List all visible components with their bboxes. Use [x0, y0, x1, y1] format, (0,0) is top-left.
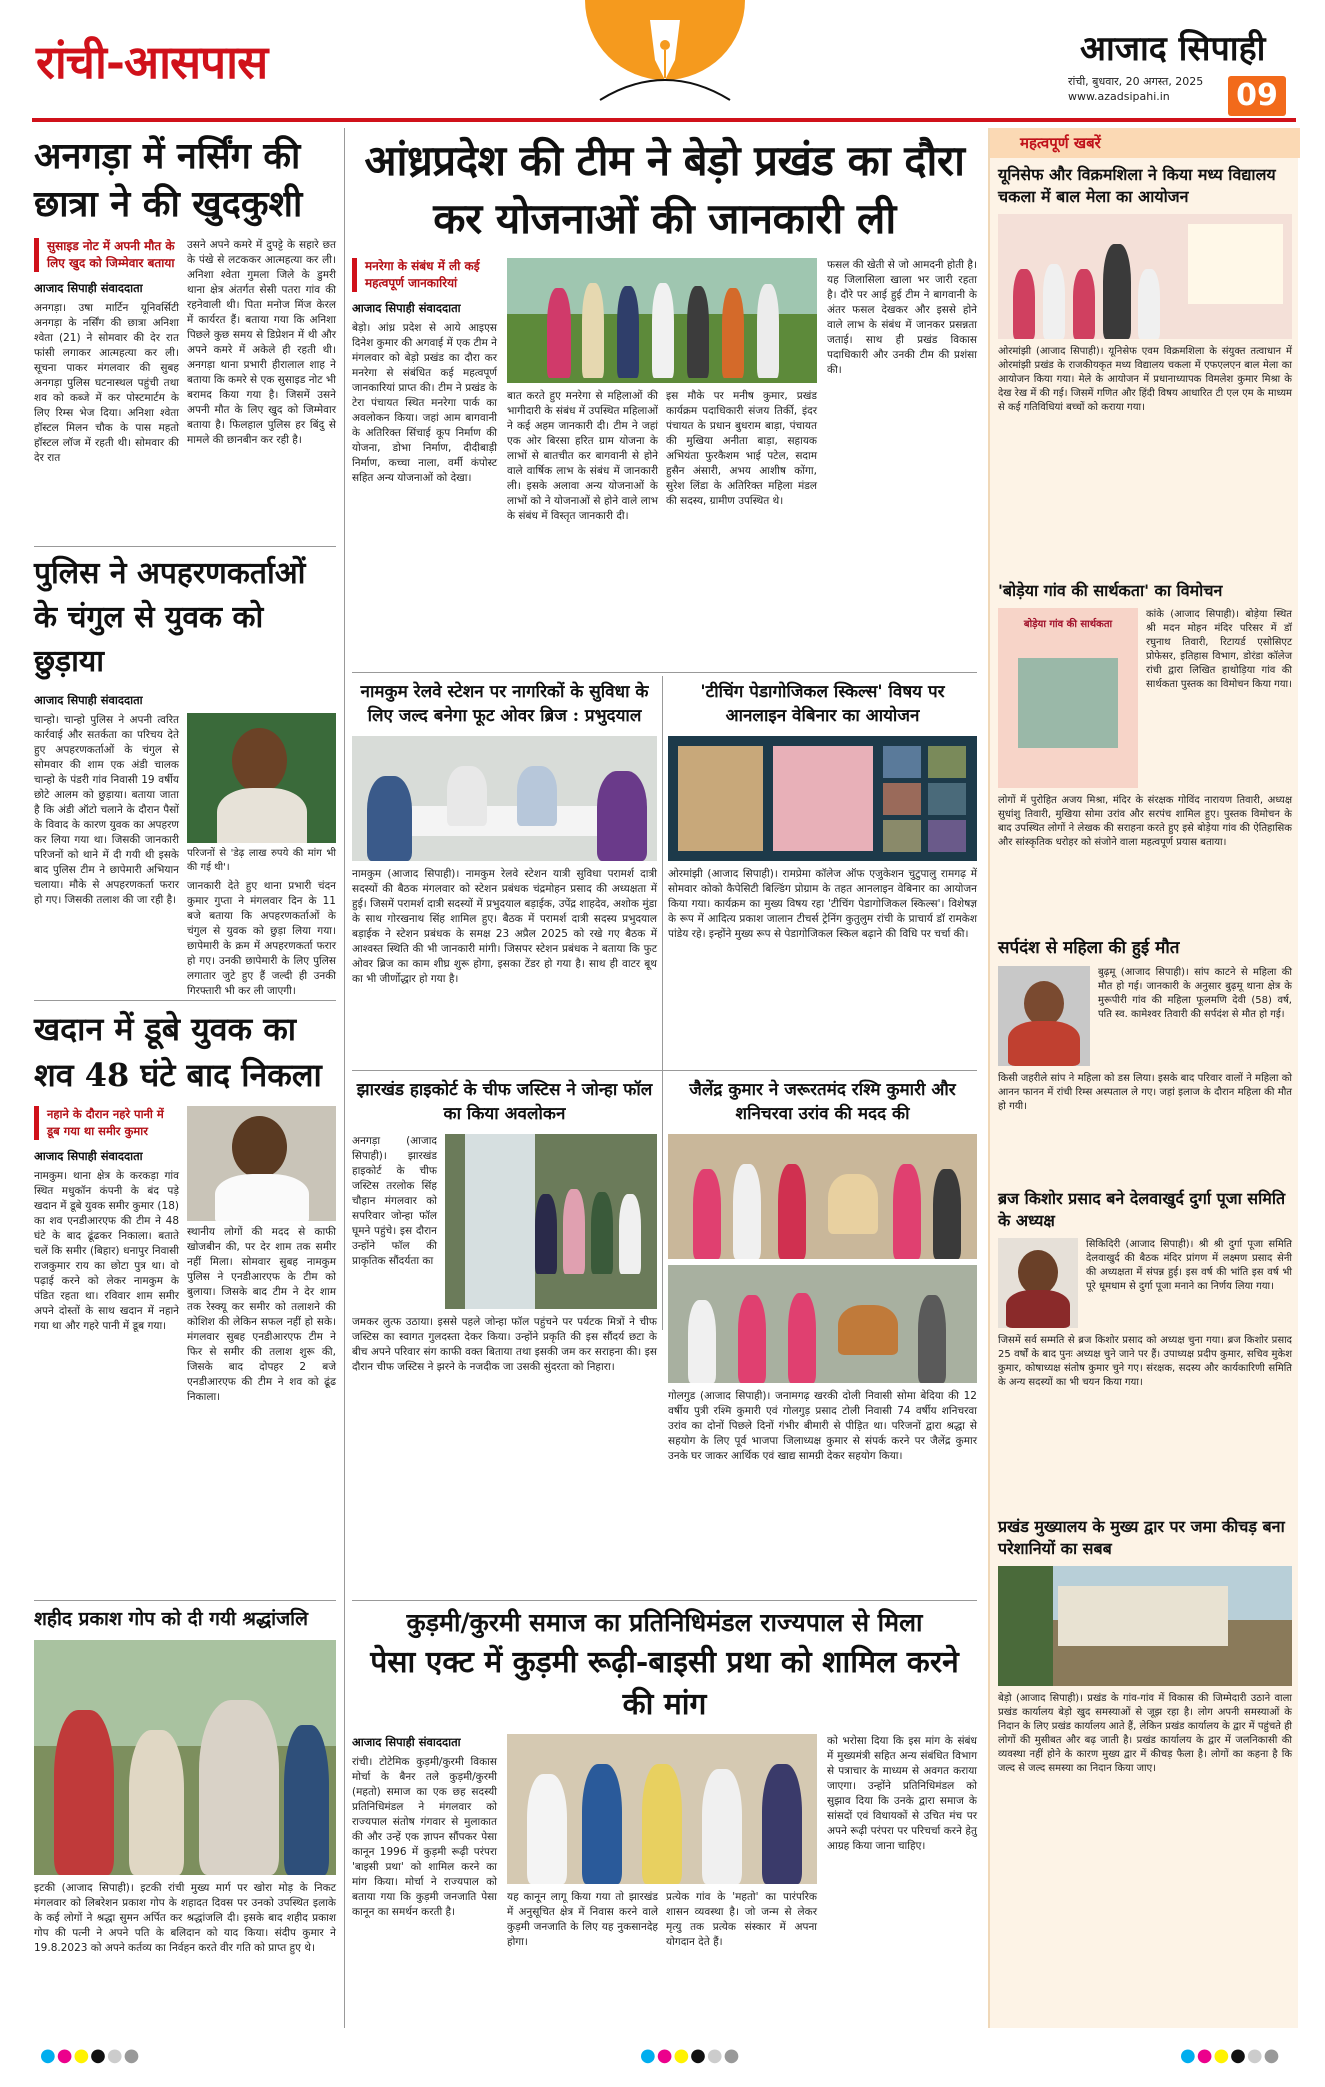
masthead-divider	[32, 118, 1296, 122]
body-text: लोगों में पुरोहित अजय मिश्रा, मंदिर के संरक्षक गोविंद नारायण तिवारी, अध्यक्ष सुधांशु तिवारी, मुखिया सोमा उरांव और सरपंच शामिल हुए। पुस्तक विमोचन के बाद उपस्थित लोगों ने लेखक की सराहना करते हुए इसे बोड़ेया गांव की ऐतिहासिक और सांस्कृतिक धरोहर को संजोने वाला महत्वपूर्ण प्रयास बताया।	[998, 795, 1292, 848]
photo-governor-meeting	[507, 1734, 817, 1884]
body-text: बेड़ो। आंध्र प्रदेश से आये आइएस दिनेश कुमार की अगवाई में एक टीम ने मंगलवार को बेड़ो प्रखंड का दौरा कर मनरेगा से संबंधित कई महत्वपूर्ण जानकारियां प्राप्त की। टीम ने प्रखंड के टेरा पंचायत स्थित मनरेगा पार्क का अवलोकन किया। जहां आम बागवानी के अतिरिक्त सिंचाई कूप निर्माण की योजना, डोभा निर्माण, दीदीबाड़ी निर्माण, कच्चा नाला, वर्मी कंपोस्ट सहित अन्य योजनाओं को देखा।	[352, 322, 497, 484]
body-text: प्रत्येक गांव के 'महतो' का पारंपरिक शासन व्यवस्था है। जो जन्म से लेकर मृत्यु तक प्रत्येक संस्कार में अपना योगदान देते हैं।	[666, 1891, 817, 1948]
photo-help-rashmi	[668, 1134, 977, 1259]
body-text: इटकी (आजाद सिपाही)। इटकी रांची मुख्य मार्ग पर खोरा मोड़ के निकट मंगलवार को लिबरेशन प्रकाश गोप के शहादत दिवस पर उनको उपस्थित इलाके के कई लोगों ने श्रद्धा सुमन अर्पित कर श्रद्धांजलि दी। इसके बाद शहीद प्रकाश गोप की पत्नी ने अपने पति के बलिदान को याद किया। संदीप कुमार ने 19.8.2023 को अपने कर्तव्य का निर्वहन करते वीर गति को प्राप्त हुए थे।	[34, 1882, 336, 1954]
headline: 'टीचिंग पेडागोजिकल स्किल्स' विषय पर आनलाइन वेबिनार का आयोजन	[700, 682, 945, 726]
body-text: इस मौके पर मनीष कुमार, प्रखंड कार्यक्रम पदाधिकारी संजय तिर्की, इंदर पंचायत के प्रधान बुधराम बाड़ा, पंचायत की मुखिया अनीता बाड़ा, सहायक अभियंता फुरकैशम भाई पटेल, सदाम हुसैन अंसारी, अभय आशीष कोंगा, सुरेश लिंडा के अतिरिक्त महिला मंडल की सदस्य, ग्रामीण उपस्थित थे।	[666, 390, 817, 507]
photo-block-office-gate	[998, 1566, 1292, 1686]
article-webinar	[668, 680, 977, 942]
article-kidnap-rescue	[34, 552, 336, 999]
article-mine-drowning	[34, 1006, 336, 1405]
article-foot-overbridge	[352, 680, 657, 987]
book-title: बोड़ेया गांव की सार्थकता	[1023, 619, 1113, 630]
article-martyr-tribute	[34, 1606, 336, 1956]
article-andhra-team-lead	[352, 132, 977, 524]
photo-rescued-youth	[187, 713, 336, 843]
headline: पेसा एक्ट में कुड़मी रूढ़ी-बाइसी प्रथा को शामिल करने की मांग	[370, 1645, 959, 1722]
photo-railway-meeting	[352, 736, 657, 861]
body-text: यह कानून लागू किया गया तो झारखंड में अनुसूचित क्षेत्र में निवास करने वाले कुड़मी जनजाति के लिए यह नुकसानदेह होगा।	[507, 1891, 658, 1948]
panel-banner	[990, 128, 1300, 158]
kicker: मनरेगा के संबंध में ली कई महत्वपूर्ण जानकारियां	[352, 258, 497, 292]
headline: ब्रज किशोर प्रसाद बने देलवाखुर्द दुर्गा पूजा समिति के अध्यक्ष	[998, 1189, 1286, 1230]
website-link[interactable]: www.azadsipahi.in	[1068, 90, 1170, 103]
registration-marks: ●●●●●●	[1180, 2045, 1281, 2066]
article-bal-mela	[998, 164, 1292, 415]
divider	[352, 1600, 977, 1601]
article-nursing-student	[34, 132, 336, 466]
photo-webinar-screen	[668, 736, 977, 861]
divider	[352, 1070, 977, 1071]
article-kudmi-delegation	[352, 1606, 977, 1950]
photo-bal-mela	[998, 214, 1292, 339]
divider	[34, 1000, 336, 1001]
headline: कुड़मी/कुरमी समाज का प्रतिनिधिमंडल राज्यपाल से मिला	[406, 1608, 923, 1637]
byline: आजाद सिपाही संवाददाता	[352, 301, 461, 315]
byline: आजाद सिपाही संवाददाता	[34, 693, 143, 707]
article-book-launch	[998, 580, 1292, 850]
byline: आजाद सिपाही संवाददाता	[352, 1735, 461, 1749]
photo-caption: परिजनों से 'डेढ़ लाख रुपये की मांग भी की गई थी'।	[187, 848, 336, 873]
body-text: ओरमांझी (आजाद सिपाही)। रामप्रेमा कॉलेज ऑफ एजुकेशन चुटुपालु रामगढ़ में सोमवार कोको कैपेसिटी बिल्डिंग प्रोग्राम के तहत आनलाइन वेबिनार का आयोजन किया गया। कार्यक्रम का मुख्य विषय रहा 'टीचिंग पेडागोजिकल स्किल्स'। विशेषज्ञ के रूप में आदित्य प्रकाश जालान टीचर्स ट्रेनिंग कुतुलुम रांची के प्राचार्य डॉ रामकेश पांडेय रहे। इन्होंने मुख्य रूप से पेडागोजिकल स्किल बढ़ाने की विधि पर चर्चा की।	[668, 868, 977, 940]
body-text: नामकुम (आजाद सिपाही)। नामकुम रेलवे स्टेशन यात्री सुविधा परामर्श दात्री सदस्यों की बैठक मंगलवार को स्टेशन प्रबंधक चंद्रमोहन प्रसाद की अध्यक्षता में हुई। जिसमें परामर्श दात्री सदस्यों में प्रभुदयाल बड़ाईक, उपेंद्र शाहदेव, अशोक मुंडा के साथ गोरखनाथ सिंह शामिल हुए। बैठक में परामर्श दात्री सदस्य प्रभुदयाल बड़ाईक ने स्टेशन प्रबंधक के समक्ष 23 अप्रैल 2025 को रखे गए बैठक में आश्वस्त स्थिति की भी जानकारी मांगी। जिसपर स्टेशन प्रबंधक ने बताया कि फुट ओवर ब्रिज का काम शीघ्र शुरू होगा, इसका टेंडर हो गया है। साथ ही वाटर बूथ का भी जीर्णोद्धार हो गया है।	[352, 868, 657, 985]
body-text: रांची। टोटेमिक कुड़मी/कुरमी विकास मोर्चा के बैनर तले कुड़मी/कुरमी (महतो) समाज का एक छह सदस्यी प्रतिनिधिमंडल ने मंगलवार को राज्यपाल संतोष गंगवार से मुलाकात की और उन्हें एक ज्ञापन सौंपकर पेसा कानून 1996 में कुड़मी रूढ़ी परंपरा 'बाइसी प्रथा' को शामिल करने का मांग किया। मोर्चा ने राज्यपाल को बताया गया कि कुड़मी जनजाति पेसा कानून का समर्थन करती है।	[352, 1756, 497, 1918]
body-text: चान्हो। चान्हो पुलिस ने अपनी त्वरित कार्रवाई और सतर्कता का परिचय देते हुए अपहरणकर्ताओं के चंगुल से सोमवार की शाम एक अंडी चालक चान्हो के पंडरी गांव निवासी 19 वर्षीय छोटे आलम को छुड़ाया। बताया जाता है कि अंडी ऑटो चलाने के दौरान पैसों के विवाद के कारण युवक का अपहरण कर लिया गया था। जिसकी जानकारी परिजनों को थाने में दी गयी थी इसके बाद पुलिस टीम ने छापेमारी अभियान चलाया। मौके से अपहरणकर्ता फरार हो गए। जिसकी तलाश की जा रही है।	[34, 714, 179, 906]
headline: सर्पदंश से महिला की हुई मौत	[998, 938, 1180, 958]
headline: अनगड़ा में नर्सिंग की छात्रा ने की खुदकुशी	[34, 135, 303, 225]
byline: आजाद सिपाही संवाददाता	[34, 1149, 143, 1163]
body-text: अनगड़ा। उषा मार्टिन यूनिवर्सिटी अनगड़ा के नर्सिंग की छात्रा अनिशा श्वेता (21) ने सोमवार की देर रात फांसी लगाकर आत्महत्या कर ली। सूचना पाकर मंगलवार की सुबह अनगड़ा पुलिस घटनास्थल पहुंची तथा शव को कब्जे में कर पोस्टमार्टम के लिए रिम्स भेज दिया। अनिशा श्वेता हॉस्टल मिलन चौक के पास महतो हॉस्टल लॉज में रहती थी। सोमवार की देर रात	[34, 302, 179, 464]
masthead	[0, 0, 1325, 120]
article-snakebite	[998, 936, 1292, 1114]
headline: प्रखंड मुख्यालय के मुख्य द्वार पर जमा कीचड़ बना परेशानियों का सबब	[998, 1517, 1285, 1558]
page-number: 09	[1228, 76, 1286, 116]
headline: 'बोड़ेया गांव की सार्थकता' का विमोचन	[998, 581, 1223, 600]
pen-nib-emblem-icon	[580, 0, 750, 105]
headline: नामकुम रेलवे स्टेशन पर नागरिकों के सुविधा के लिए जल्द बनेगा फूट ओवर ब्रिज : प्रभुदयाल	[360, 682, 649, 726]
photo-drowned-youth	[187, 1106, 336, 1221]
divider	[352, 672, 977, 673]
divider	[34, 546, 336, 547]
body-text: बात करते हुए मनरेगा से महिलाओं की भागीदारी के संबंध में उपस्थित महिलाओं ने कई अहम जानकारी दी। टीम ने जहां एक ओर बिरसा हरित ग्राम योजना के लाभों से बातचीत कर बागवानी से होने वाले वार्षिक लाभ के संबंध में जानकारी ली। इसके अलावा अन्य योजनाओं के लाभों को ने योजनाओं से होने वाले लाभ के संबंध में विस्तृत जानकारी दी।	[507, 390, 658, 522]
body-text: कांके (आजाद सिपाही)। बोड़ेया स्थित श्री मदन मोहन मंदिर परिसर में डॉ रघुनाथ तिवारी, रिटायर्ड एसोसिएट प्रोफेसर, इतिहास विभाग, डोरंडा कॉलेज रांची द्वारा लिखित हाथोड़िया गांव की सार्थकता पुस्तक का विमोचन किया गया।	[1146, 609, 1292, 690]
headline: यूनिसेफ और विक्रमशिला ने किया मध्य विद्यालय चकला में बाल मेला का आयोजन	[998, 165, 1276, 206]
article-block-office-mud	[998, 1516, 1292, 1776]
body-text: जमकर लुत्फ उठाया। इससे पहले जोन्हा फॉल पहुंचने पर पर्यटक मित्रों ने चीफ जस्टिस का स्वागत गुलदस्ता देकर किया। उन्होंने प्रकृति की इस सौंदर्य छटा के बीच अपने परिवार संग काफी वक्त बिताया तथा इसकी जम कर सराहना की। इस दौरान चीफ जस्टिस ने झरने के नजदीक जा उसकी सुंदरता को निहारा।	[352, 1316, 657, 1373]
article-chief-justice-jonha	[352, 1078, 657, 1375]
column-divider	[662, 676, 663, 1330]
body-text: उसने अपने कमरे में दुपट्टे के सहारे छत के पंखे से लटककर आत्महत्या कर ली। अनिशा श्वेता गुमला जिले के डुमरी थाना क्षेत्र अंतर्गत सेसी पतरा गांव की रहनेवाली थी। पिता मनोज मिंज केरल में कार्यरत हैं। बताया गया कि अनिशा पिछले कुछ समय से डिप्रेशन में थी और अपने कमरे में अकेले ही रहती थी। अनगड़ा थाना प्रभारी हीरालाल शाह ने बताया कि कमरे से एक सुसाइड नोट भी बरामद किया गया है। जिसमें उसने अपनी मौत के लिए खुद को जिम्मेवार बताया है। फिलहाल पुलिस हर बिंदु से मामले की छानबीन कर रही है।	[187, 239, 336, 446]
body-text: किसी जहरीले सांप ने महिला को डस लिया। इसके बाद परिवार वालों ने महिला को आनन फानन में रांची रिम्स अस्पताल ले गए। जहां इलाज के दौरान महिला की मौत हो गयी।	[998, 1073, 1292, 1112]
byline: आजाद सिपाही संवाददाता	[34, 281, 143, 295]
important-news-panel	[988, 128, 1298, 2028]
body-text: अनगड़ा (आजाद सिपाही)। झारखंड हाइकोर्ट के चीफ जस्टिस तरलोक सिंह चौहान मंगलवार को सपरिवार जोन्हा फॉल घूमने पहुंचे। इस दौरान उन्होंने फॉल की प्राकृतिक सौंदर्यता का	[352, 1135, 437, 1267]
headline: शहीद प्रकाश गोप को दी गयी श्रद्धांजलि	[34, 1608, 308, 1630]
body-text: फसल की खेती से जो आमदनी होती है। यह जिलासिला खाला भर जारी रहता है। दौरे पर आई हुई टीम ने बागवानी के अंतर फसल देखकर और इससे होने वाले लाभ के संबंध में जानकर प्रसन्नता जताई। साथ ही प्रखंड विकास पदाधिकारी और उनकी टीम की प्रशंसा की।	[827, 259, 977, 376]
headline: जैलेंद्र कुमार ने जरूरतमंद रश्मि कुमारी और शनिचरवा उरांव की मदद की	[689, 1080, 956, 1124]
photo-jonha-falls	[445, 1134, 657, 1309]
headline: खदान में डूबे युवक का शव 48 घंटे बाद निकला	[34, 1010, 322, 1094]
registration-marks: ●●●●●●	[640, 2045, 741, 2066]
issue-date: रांची, बुधवार, 20 अगस्त, 2025	[1068, 75, 1204, 88]
body-text: बुढ़मू (आजाद सिपाही)। सांप काटने से महिला की मौत हो गई। जानकारी के अनुसार बुढ़मू थाना क्षेत्र के मुरूपीरी गांव की महिला फूलमणि देवी (58) वर्ष, पति स्व. कामेश्वर तिवारी की सर्पदंश से मौत हो गई।	[1098, 967, 1292, 1020]
photo-andhra-team-field	[507, 258, 817, 383]
body-text: जिसमें सर्व सम्मति से ब्रज किशोर प्रसाद को अध्यक्ष चुना गया। ब्रज किशोर प्रसाद 25 वर्षों के बाद पुनः अध्यक्ष चुने जाने पर हैं। उपाध्यक्ष प्रदीप कुमार, सचिव मुकेश कुमार, कोषाध्यक्ष संतोष कुमार चुने गए। संरक्षक, सदस्य और कार्यकारिणी समिति के अन्य सदस्यों का भी चयन किया गया।	[998, 1335, 1292, 1388]
divider	[34, 1600, 336, 1601]
headline: झारखंड हाइकोर्ट के चीफ जस्टिस ने जोन्हा फॉल का किया अवलोकन	[356, 1080, 653, 1124]
lead-headline: आंध्रप्रदेश की टीम ने बेड़ो प्रखंड का दौरा कर योजनाओं की जानकारी ली	[364, 136, 965, 243]
photo-book-cover	[998, 608, 1138, 788]
panel-banner-label: महत्वपूर्ण खबरें	[1020, 134, 1101, 152]
body-text: सिकिदिरी (आजाद सिपाही)। श्री श्री दुर्गा पूजा समिति देलवाखुर्द की बैठक मंदिर प्रांगण में लक्ष्मण प्रसाद सेनी की अध्यक्षता में संपन्न हुई। इस वर्ष की भांति इस वर्ष भी पूरे धूमधाम से दुर्गा पूजा मनाने का निर्णय लिया गया।	[1086, 1239, 1292, 1292]
body-text: को भरोसा दिया कि इस मांग के संबंध में मुख्यमंत्री सहित अन्य संबंधित विभाग से पत्राचार के माध्यम से अवगत कराया जाएगा। उन्होंने प्रतिनिधिमंडल को सुझाव दिया कि उनके द्वारा समाज के सांसदों एवं विधायकों से उचित मंच पर अपने रूढ़ी परंपरा पर परिचर्चा करने हेतु आग्रह किया जाना चाहिए।	[827, 1735, 977, 1852]
body-text: गोलगुड (आजाद सिपाही)। जनामगढ़ खरकी दोली निवासी सोमा बेदिया की 12 वर्षीय पुत्री रश्मि कुमारी एवं गोलगुड़ प्रसाद टोली निवासी 74 वर्षीय शनिचरवा उरांव का दोनों पिछले दिनों गंभीर बीमारी से पीड़ित था। परिजनों द्वारा श्रद्धा से सहयोग के लिए पूर्व भाजपा जिलाध्यक्ष कुमार से संपर्क करने पर जैलेंद्र कुमार उनके घर जाकर आर्थिक एवं खाद्य सामग्री देकर सहयोग किया।	[668, 1390, 977, 1462]
photo-tribute-ceremony	[34, 1640, 336, 1875]
registration-marks: ●●●●●●	[40, 2045, 141, 2066]
newspaper-brand: आजाद सिपाही	[1080, 29, 1266, 69]
photo-help-shanicharwa	[668, 1265, 977, 1383]
photo-braj-kishore	[998, 1238, 1078, 1328]
headline: पुलिस ने अपहरणकर्ताओं के चंगुल से युवक को छुड़ाया	[34, 556, 306, 679]
column-divider	[344, 128, 345, 2028]
photo-deceased-woman	[998, 966, 1090, 1066]
kicker: सुसाइड नोट में अपनी मौत के लिए खुद को जिम्मेवार बताया	[34, 238, 179, 272]
body-text: ओरमांझी (आजाद सिपाही)। यूनिसेफ एवम विक्रमशिला के संयुक्त तत्वाधान में ओरमांझी प्रखंड के राजकीयकृत मध्य विद्यालय चकला में एफएलएन बाल मेला का आयोजन किया गया। मेले के आयोजन में प्रधानाध्यापक विमलेश कुमार मिश्रा के देख रेख में की गई। जिसमें गणित और हिंदी विषय आधारित टी एल एम के माध्यम से कई गतिविधियां बच्चों को कराया गया।	[998, 346, 1292, 413]
body-text: स्थानीय लोगों की मदद से काफी खोजबीन की, पर देर शाम तक समीर नहीं मिला। सोमवार सुबह नामकुम पुलिस ने एनडीआरएफ के टीम को बुलाया। जिसके बाद टीम ने देर शाम तक रेस्क्यू कर समीर को तलाशने की कोशिश की लेकिन सफल नहीं हो सके। मंगलवार सुबह एनडीआरएफ टीम ने फिर से समीर की तलाश शुरू की, जिसके बाद दोपहर 2 बजे एनडीआरएफ की टीम ने शव को ढूंढ निकाला।	[187, 1226, 336, 1403]
body-text: बेड़ो (आजाद सिपाही)। प्रखंड के गांव-गांव में विकास की जिम्मेदारी उठाने वाला प्रखंड कार्यालय बेड़ो खुद समस्याओं से जूझ रहा है। लोग अपनी समस्याओं के निदान के लिए प्रखंड कार्यालय आते हैं, लेकिन प्रखंड कार्यालय के द्वार में पहुंचते ही लोगों की मुसीबत और बढ़ जाती है। प्रखंड कार्यालय के द्वार में जलनिकासी की व्यवस्था नहीं होने के कारण मुख्य द्वार में कीचड़ फैला है। लोगों का कहना है कि जल्द से जल्द समस्या का निदान किया जाए।	[998, 1693, 1292, 1774]
article-jailendra-help	[668, 1078, 977, 1464]
article-durga-puja-committee	[998, 1188, 1292, 1390]
kicker: नहाने के दौरान नहरे पानी में डूब गया था समीर कुमार	[34, 1106, 179, 1140]
section-title: रांची-आसपास	[36, 35, 268, 89]
body-text: नामकुम। थाना क्षेत्र के करकड़ा गांव स्थित मधुकॉन कंपनी के बंद पड़े खदान में डूबे युवक समीर कुमार (18) का शव एनडीआरएफ की टीम ने 48 घंटे के बाद ढूंढकर निकाला। बताते चलें कि समीर (बिहार) धनापुर निवासी राजकुमार राय का छोटा पुत्र था। वो पढ़ाई करने को लेकर नामकुम के पंडित रहता था। रविवार शाम समीर अपने दोस्तों के साथ खदान में नहाने गया था और गहरे पानी में डूब गया।	[34, 1170, 179, 1332]
body-text: जानकारी देते हुए थाना प्रभारी चंदन कुमार गुप्ता ने मंगलवार दिन के 11 बजे बताया कि अपहरणकर्ताओं के चंगुल से युवक को छुड़ा लिया गया। छापेमारी के क्रम में अपहरणकर्ता फरार हो गए। उनकी छापेमारी के लिए पुलिस लगातार जुटे हुए हैं जल्दी ही उनकी गिरफ्तारी भी कर ली जाएगी।	[187, 880, 336, 997]
